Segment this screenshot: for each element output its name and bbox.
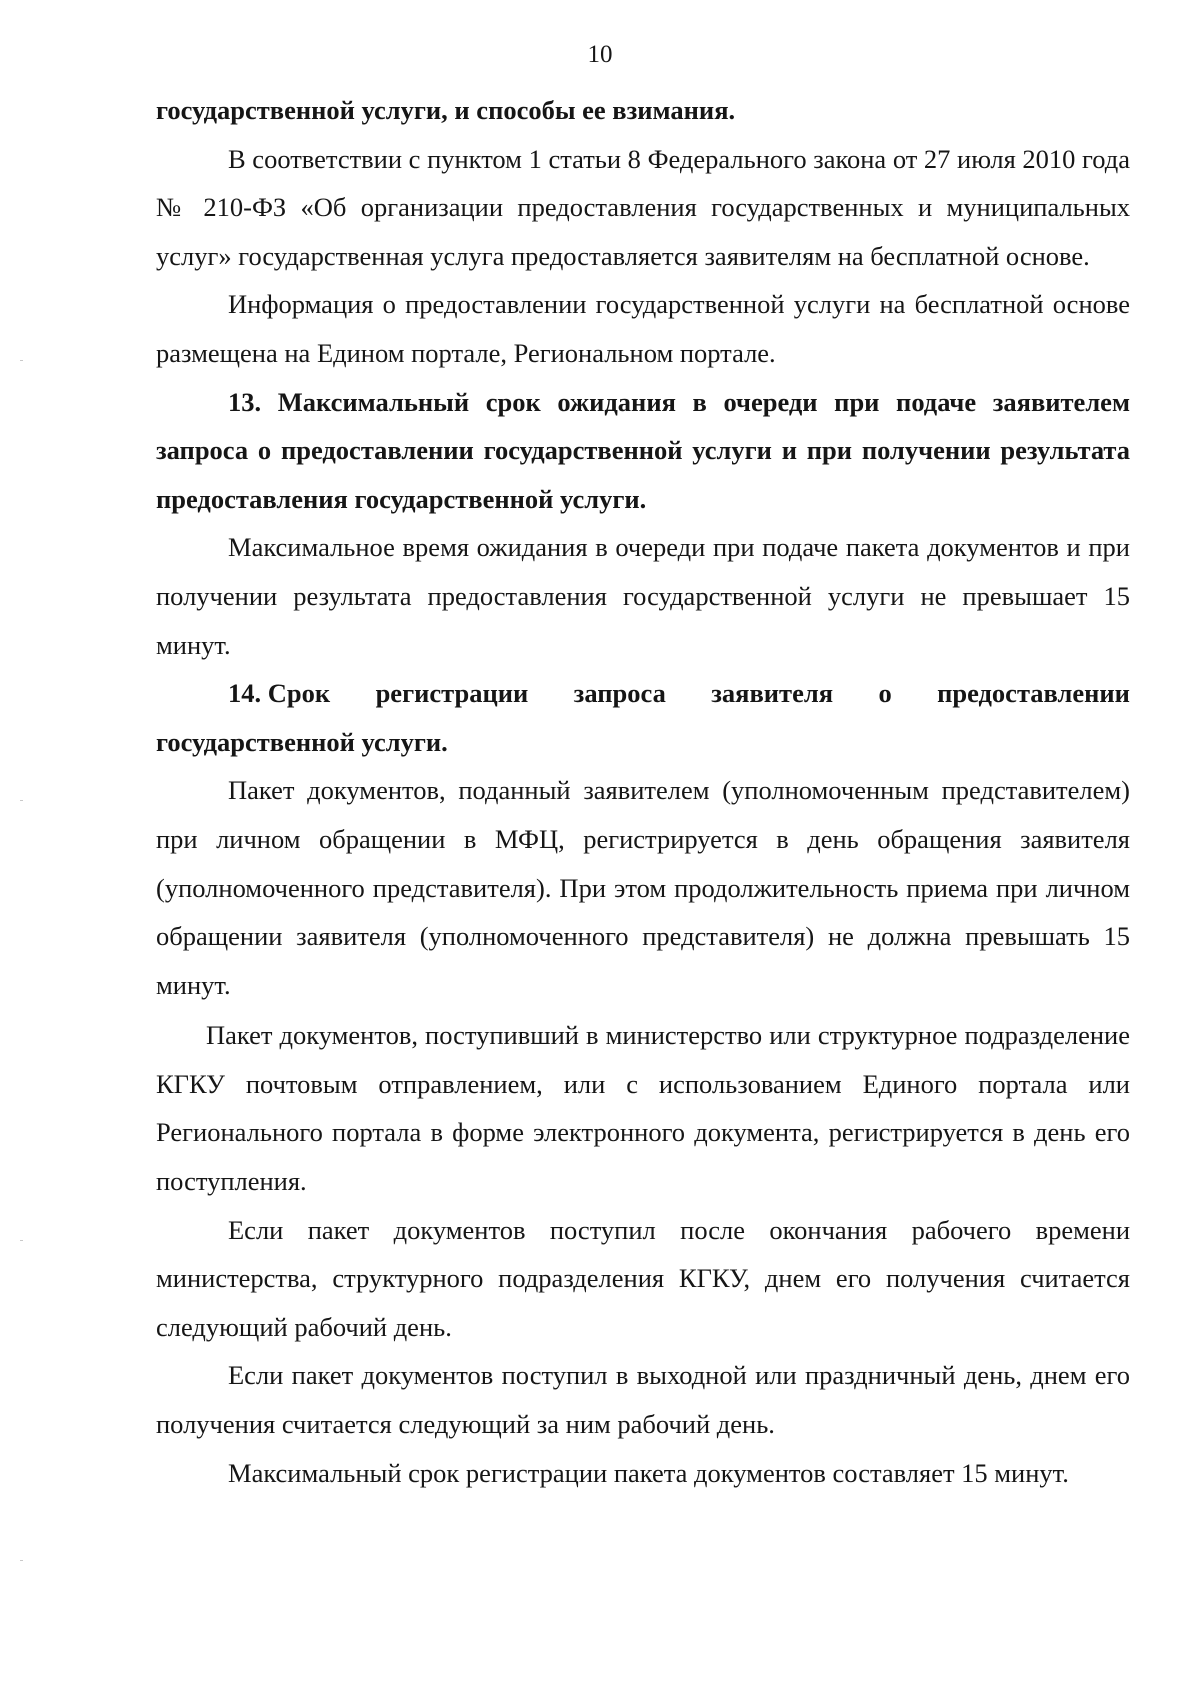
paragraph-info-portal: Информация о предоставлении государственной услуги на бесплатной основе размещена на Едином портале, Региональном портале. [156,289,1130,368]
scan-speck [20,1240,23,1241]
scan-speck [20,800,23,801]
heading-word: регистрации [375,678,529,709]
paragraph-free-service: В соответствии с пунктом 1 статьи 8 Федерального закона от 27 июля 2010 года № 210-ФЗ «Об организации предоставления государственных и муниципальных услуг» государственная услуга предоставляется заявителям на бесплатной основе. [156,143,1130,271]
scan-speck [20,1560,23,1561]
heading-word: предоставлении [937,678,1130,709]
paragraph-mfc-registration: Пакет документов, поданный заявителем (уполномоченным представителем) при личном обращении в МФЦ, регистрируется в день обращения заявителя (уполномоченного представителя). При этом продолжительность приема при личном обращении заявителя (уполномоченного представителя) не должна превышать 15 минут. [156,775,1130,1000]
paragraph-max-wait: Максимальное время ожидания в очереди при подаче пакета документов и при получении результата предоставления государственной услуги не превышает 15 минут. [156,532,1130,660]
paragraph-mail-registration: Пакет документов, поступивший в министерство или структурное подразделение КГКУ почтовым отправлением, или с использованием Единого портала или Регионального портала в форме электронного документа, регистрируется в день его поступления. [156,1020,1130,1197]
section-12-heading-end: государственной услуги, и способы ее взимания. [156,95,736,125]
heading-word: запроса [573,678,666,709]
section-14-heading [156,669,1130,766]
section-14-heading-line2: государственной услуги. [156,726,448,757]
paragraph-holiday: Если пакет документов поступил в выходной или праздничный день, днем его получения считается следующий за ним рабочий день. [156,1360,1130,1440]
scan-speck [20,360,23,361]
paragraph-max-registration: Максимальный срок регистрации пакета документов составляет 15 минут. [228,1457,1069,1488]
section-13-heading: 13. Максимальный срок ожидания в очереди при подаче заявителем запроса о предоставлении государственной услуги и при получении результата предоставления государственной услуги. [156,386,1130,514]
heading-word: о [878,678,892,709]
heading-word: 14. Срок [228,678,331,709]
heading-word: заявителя [711,678,834,709]
page-number: 10 [587,41,613,68]
section-14-heading-line1 [156,669,1130,718]
document-body [156,86,1130,1497]
paragraph-after-hours: Если пакет документов поступил после окончания рабочего времени министерства, структурного подразделения КГКУ, днем его получения считается следующий рабочий день. [156,1214,1130,1342]
